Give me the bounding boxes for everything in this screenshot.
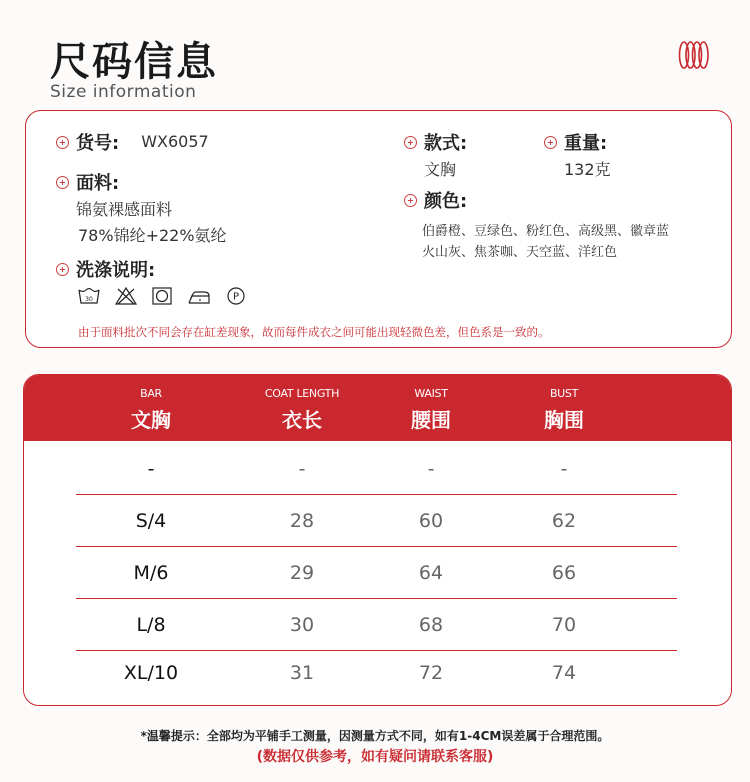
svg-text:30: 30	[85, 296, 93, 303]
plus-circle-icon	[56, 136, 69, 149]
weight-label: 重量:	[564, 133, 608, 154]
size-cell: M/6	[133, 561, 169, 584]
bust-cell: 74	[551, 662, 577, 684]
column-header-bar	[71, 387, 231, 433]
size-cell: S/4	[135, 509, 167, 532]
bust-cell: 66	[551, 561, 577, 584]
size-cell: L/8	[136, 613, 166, 636]
plus-circle-icon	[56, 176, 69, 189]
coat-length-cell: -	[298, 457, 306, 480]
bust-cell: -	[560, 457, 568, 480]
coat-length-cell: 28	[289, 509, 315, 532]
column-header-en: BUST	[549, 387, 579, 400]
plus-circle-icon	[404, 194, 417, 207]
style-value: 文胸	[424, 160, 457, 179]
wash-30-icon	[78, 287, 100, 305]
column-header-zh: 腰围	[411, 408, 451, 432]
item-number-value: WX6057	[141, 132, 209, 151]
column-header-zh: 衣长	[282, 408, 322, 432]
color-variance-note: 由于面料批次不同会存在缸差现象，故而每件成衣之间可能出现轻微色差，但色系是一致的。	[78, 325, 550, 339]
waist-cell: 68	[418, 613, 444, 636]
no-bleach-icon	[115, 287, 137, 305]
column-header-en: WAIST	[414, 387, 448, 400]
waist-cell: 72	[418, 662, 444, 684]
care-icons	[78, 287, 246, 305]
plus-circle-icon	[56, 263, 69, 276]
plus-circle-icon	[404, 136, 417, 149]
weight-value: 132克	[564, 160, 611, 179]
color-options-line1: 伯爵橙、豆绿色、粉红色、高级黑、徽章蓝	[422, 224, 670, 239]
waist-cell: -	[427, 457, 435, 480]
page-subtitle: Size information	[50, 82, 197, 102]
iron-low-icon	[187, 287, 211, 305]
coat-length-cell: 31	[289, 662, 315, 684]
decorative-rings-icon	[678, 38, 710, 72]
fabric-composition: 78%锦纶+22%氨纶	[78, 226, 227, 245]
table-row	[76, 647, 677, 699]
washing-field	[56, 256, 155, 282]
waist-cell: 64	[418, 561, 444, 584]
page-title: 尺码信息	[50, 39, 218, 85]
measurement-tip: *温馨提示：全部均为平铺手工测量，因测量方式不同，如有1-4CM误差属于合理范围。	[140, 729, 610, 743]
svg-text:P: P	[232, 291, 240, 303]
tumble-dry-icon	[152, 287, 172, 305]
item-number-field	[56, 129, 209, 155]
table-row	[76, 599, 677, 651]
washing-label: 洗涤说明:	[76, 260, 156, 281]
color-label: 颜色:	[424, 191, 468, 212]
style-label: 款式:	[424, 133, 468, 154]
style-field	[404, 129, 467, 183]
bust-cell: 62	[551, 509, 577, 532]
table-row	[76, 443, 677, 495]
item-number-label: 货号:	[76, 133, 120, 154]
column-header-en: BAR	[140, 387, 162, 400]
coat-length-cell: 30	[289, 613, 315, 636]
plus-circle-icon	[544, 136, 557, 149]
column-header-en: COAT LENGTH	[264, 387, 340, 400]
column-header-zh: 文胸	[131, 408, 171, 432]
size-table	[23, 374, 732, 706]
dry-clean-p-icon	[226, 287, 246, 305]
bust-cell: 70	[551, 613, 577, 636]
column-header-bust	[484, 387, 644, 433]
fabric-label: 面料:	[76, 173, 120, 194]
fabric-name: 锦氨裸感面料	[76, 200, 173, 219]
waist-cell: 60	[418, 509, 444, 532]
coat-length-cell: 29	[289, 561, 315, 584]
table-header	[24, 375, 731, 441]
table-row	[76, 547, 677, 599]
reference-note: (数据仅供参考，如有疑问请联系客服)	[256, 749, 494, 765]
size-cell: XL/10	[123, 662, 179, 684]
product-info-card	[25, 110, 732, 348]
weight-field	[544, 129, 611, 183]
column-header-zh: 胸围	[544, 408, 584, 432]
table-row	[76, 495, 677, 547]
color-field	[404, 187, 669, 263]
size-cell: -	[147, 457, 155, 480]
fabric-field	[56, 169, 227, 249]
color-options-line2: 火山灰、焦茶咖、天空蓝、洋红色	[422, 245, 618, 260]
